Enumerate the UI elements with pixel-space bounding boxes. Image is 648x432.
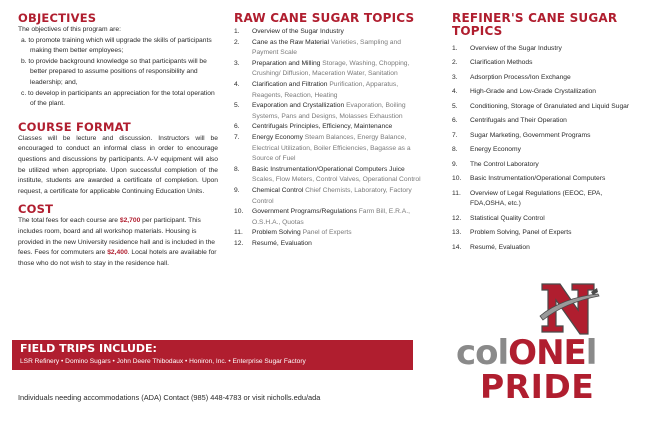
- topic-item: [452, 189, 636, 210]
- topic-number: 8.: [234, 165, 240, 173]
- topic-title: Clarification and Filtration: [252, 80, 328, 88]
- topic-number: 6.: [452, 117, 458, 125]
- topic-item: [452, 44, 636, 55]
- nicholls-n-sword-logo-icon: [536, 276, 600, 340]
- raw-topics-column: [234, 12, 426, 249]
- field-trips-banner: [12, 340, 413, 370]
- objectives-heading: OBJECTIVES: [18, 11, 97, 25]
- topic-subtopics: Chief Chemists, Laboratory, Factory Control: [252, 186, 412, 205]
- topic-item: [452, 116, 636, 127]
- topic-item: [452, 131, 636, 142]
- topic-title: Government Programs/Regulations: [252, 208, 357, 216]
- topic-title: Chemical Control: [252, 186, 304, 194]
- colonel-pride-wordmark: [456, 333, 638, 406]
- topic-item: [234, 207, 426, 228]
- course-format-text: Classes will be lecture and discussion. Instructors will be encouraged to conduct an informal class in order to encourage questions and discussions by participants. A-V equipment will also be utilized when appropriate. Upon successful completion of the institute, students are awarded a certificate of completion. Upon request, a certificate for applicable Continuing Education Units.: [18, 134, 218, 195]
- topic-title: Problem Solving, Panel of Experts: [470, 229, 572, 237]
- topic-title: Sugar Marketing, Government Programs: [470, 131, 591, 139]
- field-trips-list: LSR Refinery • Domino Sugars • John Deere Thibodaux • Honiron, Inc. • Enterprise Sugar Factory: [20, 358, 306, 365]
- topic-number: 3.: [452, 73, 458, 81]
- topic-number: 12.: [452, 214, 462, 222]
- topic-title: Adsorption Process/Ion Exchange: [470, 73, 571, 81]
- cost-text-2: per participant. This includes room, board and all workshop materials. Housing is provided in the new University residence hall and is included in the fees. Fees for commuters are: [18, 217, 216, 257]
- refiner-topics-list: [452, 44, 636, 253]
- cost-text-3: . Local hotels are available for those who do not wish to stay in the residence hall.: [18, 249, 217, 267]
- topic-item: [452, 214, 636, 225]
- topic-number: 9.: [234, 186, 240, 194]
- topic-subtopics: Steam Balances, Energy Balance, Electrical Utilization, Boiler Efficiencies, Bagasse as a Source of Fuel: [252, 133, 411, 163]
- topic-subtopics: Varieties, Sampling and Payment Scale: [252, 38, 401, 57]
- topic-number: 4.: [452, 88, 458, 96]
- left-column: [18, 12, 218, 269]
- topic-title: Centrifugals and Their Operation: [470, 117, 567, 125]
- topic-item: [234, 239, 426, 250]
- topic-title: Resumé, Evaluation: [252, 239, 312, 247]
- topic-subtopics: Purification, Apparatus, Reagents, Reaction, Heating: [252, 80, 399, 99]
- topic-number: 13.: [452, 229, 462, 237]
- topic-number: 5.: [234, 102, 240, 110]
- topic-subtopics: Farm Bill, E.R.A., O.S.H.A., Quotas: [252, 208, 410, 226]
- topic-item: [452, 87, 636, 98]
- topic-title: Statistical Quality Control: [470, 214, 545, 222]
- topic-number: 7.: [452, 131, 458, 139]
- topic-title: Centrifugals Principles, Efficiency, Maintenance: [252, 123, 393, 131]
- topic-item: [234, 228, 426, 239]
- topic-number: 1.: [452, 45, 458, 52]
- topic-title: Energy Economy: [470, 146, 521, 154]
- topic-item: [234, 80, 426, 101]
- topic-number: 3.: [234, 59, 240, 67]
- objectives-intro: The objectives of this program are:: [18, 26, 121, 33]
- brand-line-pride: PRIDE: [480, 367, 595, 406]
- objective-item: b. to provide background knowledge so that participants will be better prepared to assume positions of responsibility and leadership; and,: [21, 57, 207, 86]
- topic-title: Overview of the Sugar Industry: [470, 45, 562, 52]
- topic-number: 11.: [452, 189, 461, 197]
- field-trips-heading: FIELD TRIPS INCLUDE:: [20, 342, 157, 355]
- topic-number: 9.: [452, 160, 458, 168]
- topic-number: 2.: [452, 59, 458, 67]
- topic-item: [234, 165, 426, 186]
- topic-item: [452, 228, 636, 239]
- topic-item: [234, 133, 426, 165]
- topic-subtopics: Evaporation, Boiling Systems, Pans and Designs, Molasses Exhaustion: [252, 102, 406, 120]
- topic-number: 7.: [234, 133, 240, 141]
- course-fee: $2,700: [119, 217, 141, 225]
- refiner-topics-column: [452, 12, 636, 257]
- topic-number: 10.: [452, 175, 462, 183]
- topic-title: Problem Solving: [252, 229, 301, 237]
- topic-number: 14.: [452, 243, 462, 251]
- objective-item: a. to promote training which will upgrade the skills of participants making them better employees;: [21, 36, 212, 55]
- topic-number: 5.: [452, 102, 458, 110]
- topic-subtopics: Storage, Washing, Chopping, Crushing/ Diffusion, Maceration Water, Sanitation: [252, 59, 410, 78]
- topic-item: [234, 101, 426, 122]
- brand-one: ONE: [508, 333, 586, 373]
- topic-title: Basic Instrumentation/Operational Computers Juice: [252, 165, 405, 173]
- topic-item: [452, 73, 636, 84]
- topic-title: High-Grade and Low-Grade Crystallization: [470, 88, 597, 96]
- topic-title: The Control Laboratory: [470, 160, 539, 168]
- topic-item: [234, 59, 426, 80]
- topic-item: [234, 38, 426, 59]
- topic-item: [452, 174, 636, 185]
- topic-item: [452, 145, 636, 156]
- commuter-fee: $2,400: [107, 249, 128, 257]
- topic-number: 8.: [452, 146, 458, 154]
- cost-text: [18, 216, 218, 269]
- topic-title: Basic Instrumentation/Operational Computers: [470, 175, 606, 183]
- topic-subtopics: Scales, Flow Meters, Control Valves, Operational Control: [252, 176, 421, 184]
- course-format-heading: COURSE FORMAT: [18, 119, 131, 134]
- raw-topics-list: [234, 27, 426, 249]
- topic-title: Energy Economy: [252, 133, 303, 141]
- topic-title: Cane as the Raw Material: [252, 38, 329, 46]
- topic-title: Clarification Methods: [470, 59, 533, 67]
- ada-note: Individuals needing accommodations (ADA) Contact (985) 448-4783 or visit nicholls.edu/ada: [18, 393, 321, 402]
- brand-line-colonel: [456, 333, 638, 373]
- topic-title: Overview of Legal Regulations (EEOC, EPA, FDA,OSHA, etc.): [470, 189, 603, 208]
- objectives-list: [18, 36, 218, 110]
- cost-heading: COST: [18, 202, 54, 217]
- topic-item: [452, 243, 636, 254]
- objective-item: c. to develop in participants an appreciation for the total operation of the plant.: [21, 89, 215, 108]
- raw-topics-heading: RAW CANE SUGAR TOPICS: [234, 11, 415, 25]
- cost-text-1: The total fees for each course are: [18, 217, 120, 225]
- topic-number: 1.: [234, 28, 240, 35]
- topic-subtopics: Panel of Experts: [302, 229, 352, 237]
- brand-l: l: [497, 333, 509, 373]
- topic-item: [234, 122, 426, 133]
- topic-title: Preparation and Milling: [252, 59, 321, 67]
- topic-number: 2.: [234, 38, 240, 46]
- topic-item: [234, 186, 426, 207]
- brand-l2: l: [585, 333, 597, 373]
- topic-title: Resumé, Evaluation: [470, 243, 530, 251]
- topic-number: 11.: [234, 229, 243, 237]
- topic-item: [234, 27, 426, 38]
- topic-item: [452, 102, 636, 113]
- topic-number: 4.: [234, 80, 240, 88]
- refiner-topics-heading: REFINER'S CANE SUGAR TOPICS: [452, 11, 618, 38]
- topic-item: [452, 160, 636, 171]
- topic-title: Overview of the Sugar Industry: [252, 28, 344, 35]
- topic-number: 10.: [234, 208, 244, 216]
- topic-item: [452, 58, 636, 69]
- brand-co: co: [456, 333, 498, 373]
- topic-number: 12.: [234, 239, 244, 247]
- topic-title: Evaporation and Crystallization: [252, 102, 345, 110]
- topic-number: 6.: [234, 123, 240, 131]
- topic-title: Conditioning, Storage of Granulated and Liquid Sugar: [470, 102, 630, 110]
